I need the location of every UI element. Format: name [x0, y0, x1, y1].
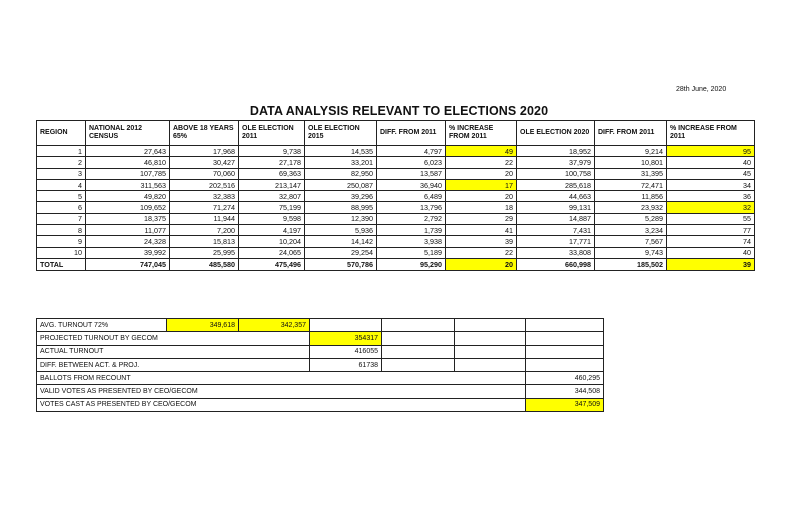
table-cell: 5 [37, 191, 86, 202]
avg-turnout-row [37, 319, 604, 332]
ballots-recount-value: 460,295 [526, 372, 604, 385]
table-cell: 15,813 [170, 236, 239, 247]
table-cell: 18 [446, 202, 517, 213]
table-cell: 311,563 [86, 179, 170, 190]
table-cell: 11,856 [595, 191, 667, 202]
table-cell: 6,489 [377, 191, 446, 202]
table-cell: 27,643 [86, 146, 170, 157]
table-cell: 11,077 [86, 225, 170, 236]
table-cell: 44,663 [517, 191, 595, 202]
column-header: % INCREASE FROM 2011 [667, 121, 755, 146]
table-cell: 29 [446, 213, 517, 224]
table-cell: 22 [446, 157, 517, 168]
table-cell: 55 [667, 213, 755, 224]
table-cell: 82,950 [305, 168, 377, 179]
table-cell: 46,810 [86, 157, 170, 168]
column-header: DIFF. FROM 2011 [377, 121, 446, 146]
table-cell: 99,131 [517, 202, 595, 213]
table-cell: 10,801 [595, 157, 667, 168]
table-row [37, 157, 755, 168]
table-cell: 17,968 [170, 146, 239, 157]
table-cell: 7,200 [170, 225, 239, 236]
table-row [37, 179, 755, 190]
table-row [37, 213, 755, 224]
table-cell: 6 [37, 202, 86, 213]
table-cell: 6,023 [377, 157, 446, 168]
difference-row [37, 358, 604, 371]
table-cell: 70,060 [170, 168, 239, 179]
table-cell: 22 [446, 247, 517, 258]
column-header: OLE ELECTION 2015 [305, 121, 377, 146]
table-cell: 33,808 [517, 247, 595, 258]
election-data-table [36, 120, 755, 271]
table-cell: 8 [37, 225, 86, 236]
total-cell: 20 [446, 258, 517, 270]
projected-turnout-label: PROJECTED TURNOUT BY GECOM [37, 332, 310, 345]
table-row [37, 247, 755, 258]
table-cell: 250,087 [305, 179, 377, 190]
table-cell: 5,289 [595, 213, 667, 224]
table-cell: 5,189 [377, 247, 446, 258]
table-cell: 24,328 [86, 236, 170, 247]
table-cell: 17,771 [517, 236, 595, 247]
table-cell: 17 [446, 179, 517, 190]
table-cell: 29,254 [305, 247, 377, 258]
table-cell: 3 [37, 168, 86, 179]
table-cell: 49 [446, 146, 517, 157]
table-cell: 49,820 [86, 191, 170, 202]
total-cell: 475,496 [239, 258, 305, 270]
table-row [37, 191, 755, 202]
turnout-summary-table [36, 318, 604, 412]
table-cell: 75,199 [239, 202, 305, 213]
table-cell: 37,979 [517, 157, 595, 168]
total-cell: 570,786 [305, 258, 377, 270]
table-cell: 2 [37, 157, 86, 168]
difference-value: 61738 [310, 358, 382, 371]
table-cell: 40 [667, 247, 755, 258]
ballots-recount-label: BALLOTS FROM RECOUNT [37, 372, 526, 385]
column-header: ABOVE 18 YEARS 65% [170, 121, 239, 146]
column-header: OLE ELECTION 2011 [239, 121, 305, 146]
table-cell: 32 [667, 202, 755, 213]
projected-turnout-value: 354317 [310, 332, 382, 345]
table-cell: 32,383 [170, 191, 239, 202]
valid-votes-row [37, 385, 604, 398]
table-cell: 14,535 [305, 146, 377, 157]
avg-turnout-value-b: 342,357 [239, 319, 310, 332]
table-cell: 27,178 [239, 157, 305, 168]
table-row [37, 146, 755, 157]
table-cell: 36 [667, 191, 755, 202]
total-cell: 185,502 [595, 258, 667, 270]
table-cell: 9,598 [239, 213, 305, 224]
table-cell: 109,652 [86, 202, 170, 213]
votes-cast-value: 347,509 [526, 398, 604, 411]
actual-turnout-row [37, 345, 604, 358]
column-header: OLE ELECTION 2020 [517, 121, 595, 146]
table-header-row [37, 121, 755, 146]
table-cell: 23,932 [595, 202, 667, 213]
table-cell: 39,992 [86, 247, 170, 258]
table-cell: 36,940 [377, 179, 446, 190]
table-cell: 9,738 [239, 146, 305, 157]
table-cell: 13,796 [377, 202, 446, 213]
table-row [37, 225, 755, 236]
table-cell: 7 [37, 213, 86, 224]
table-cell: 18,375 [86, 213, 170, 224]
table-cell: 7,431 [517, 225, 595, 236]
table-cell: 14,887 [517, 213, 595, 224]
actual-turnout-label: ACTUAL TURNOUT [37, 345, 310, 358]
table-cell: 31,395 [595, 168, 667, 179]
table-cell: 40 [667, 157, 755, 168]
table-cell: 10 [37, 247, 86, 258]
table-cell: 10,204 [239, 236, 305, 247]
total-cell: 485,580 [170, 258, 239, 270]
total-cell: 747,045 [86, 258, 170, 270]
avg-turnout-label: AVG. TURNOUT 72% [37, 319, 167, 332]
table-cell: 5,936 [305, 225, 377, 236]
table-cell: 69,363 [239, 168, 305, 179]
table-row [37, 168, 755, 179]
document-title: DATA ANALYSIS RELEVANT TO ELECTIONS 2020 [249, 104, 549, 118]
total-row [37, 258, 755, 270]
table-cell: 100,758 [517, 168, 595, 179]
table-cell: 4,197 [239, 225, 305, 236]
table-cell: 4,797 [377, 146, 446, 157]
table-cell: 3,234 [595, 225, 667, 236]
table-cell: 88,995 [305, 202, 377, 213]
table-cell: 202,516 [170, 179, 239, 190]
table-row [37, 202, 755, 213]
table-cell: 14,142 [305, 236, 377, 247]
avg-turnout-value-a: 349,618 [167, 319, 239, 332]
total-cell: 95,290 [377, 258, 446, 270]
table-cell: 12,390 [305, 213, 377, 224]
table-cell: 213,147 [239, 179, 305, 190]
table-cell: 2,792 [377, 213, 446, 224]
table-cell: 33,201 [305, 157, 377, 168]
table-cell: 9,214 [595, 146, 667, 157]
votes-cast-label: VOTES CAST AS PRESENTED BY CEO/GECOM [37, 398, 526, 411]
document-date: 28th June, 2020 [676, 86, 727, 93]
table-cell: 1 [37, 146, 86, 157]
table-cell: 1,739 [377, 225, 446, 236]
table-cell: 45 [667, 168, 755, 179]
valid-votes-value: 344,508 [526, 385, 604, 398]
table-cell: 9 [37, 236, 86, 247]
column-header: NATIONAL 2012 CENSUS [86, 121, 170, 146]
projected-turnout-row [37, 332, 604, 345]
table-cell: 25,995 [170, 247, 239, 258]
column-header: DIFF. FROM 2011 [595, 121, 667, 146]
table-cell: 13,587 [377, 168, 446, 179]
table-cell: 11,944 [170, 213, 239, 224]
table-cell: 3,938 [377, 236, 446, 247]
table-cell: 95 [667, 146, 755, 157]
table-cell: 18,952 [517, 146, 595, 157]
table-cell: 39,296 [305, 191, 377, 202]
votes-cast-row [37, 398, 604, 411]
valid-votes-label: VALID VOTES AS PRESENTED BY CEO/GECOM [37, 385, 526, 398]
table-cell: 74 [667, 236, 755, 247]
column-header: REGION [37, 121, 86, 146]
table-cell: 39 [446, 236, 517, 247]
table-cell: 71,274 [170, 202, 239, 213]
table-cell: 77 [667, 225, 755, 236]
table-cell: 7,567 [595, 236, 667, 247]
table-cell: 24,065 [239, 247, 305, 258]
table-cell: 9,743 [595, 247, 667, 258]
table-cell: 72,471 [595, 179, 667, 190]
column-header: % INCREASE FROM 2011 [446, 121, 517, 146]
ballots-recount-row [37, 372, 604, 385]
table-cell: 32,807 [239, 191, 305, 202]
table-row [37, 236, 755, 247]
table-cell: 4 [37, 179, 86, 190]
difference-label: DIFF. BETWEEN ACT. & PROJ. [37, 358, 310, 371]
total-cell: 39 [667, 258, 755, 270]
total-label: TOTAL [37, 258, 86, 270]
table-cell: 20 [446, 191, 517, 202]
table-cell: 20 [446, 168, 517, 179]
table-cell: 34 [667, 179, 755, 190]
table-cell: 41 [446, 225, 517, 236]
total-cell: 660,998 [517, 258, 595, 270]
table-cell: 285,618 [517, 179, 595, 190]
table-cell: 107,785 [86, 168, 170, 179]
actual-turnout-value: 416055 [310, 345, 382, 358]
table-cell: 30,427 [170, 157, 239, 168]
